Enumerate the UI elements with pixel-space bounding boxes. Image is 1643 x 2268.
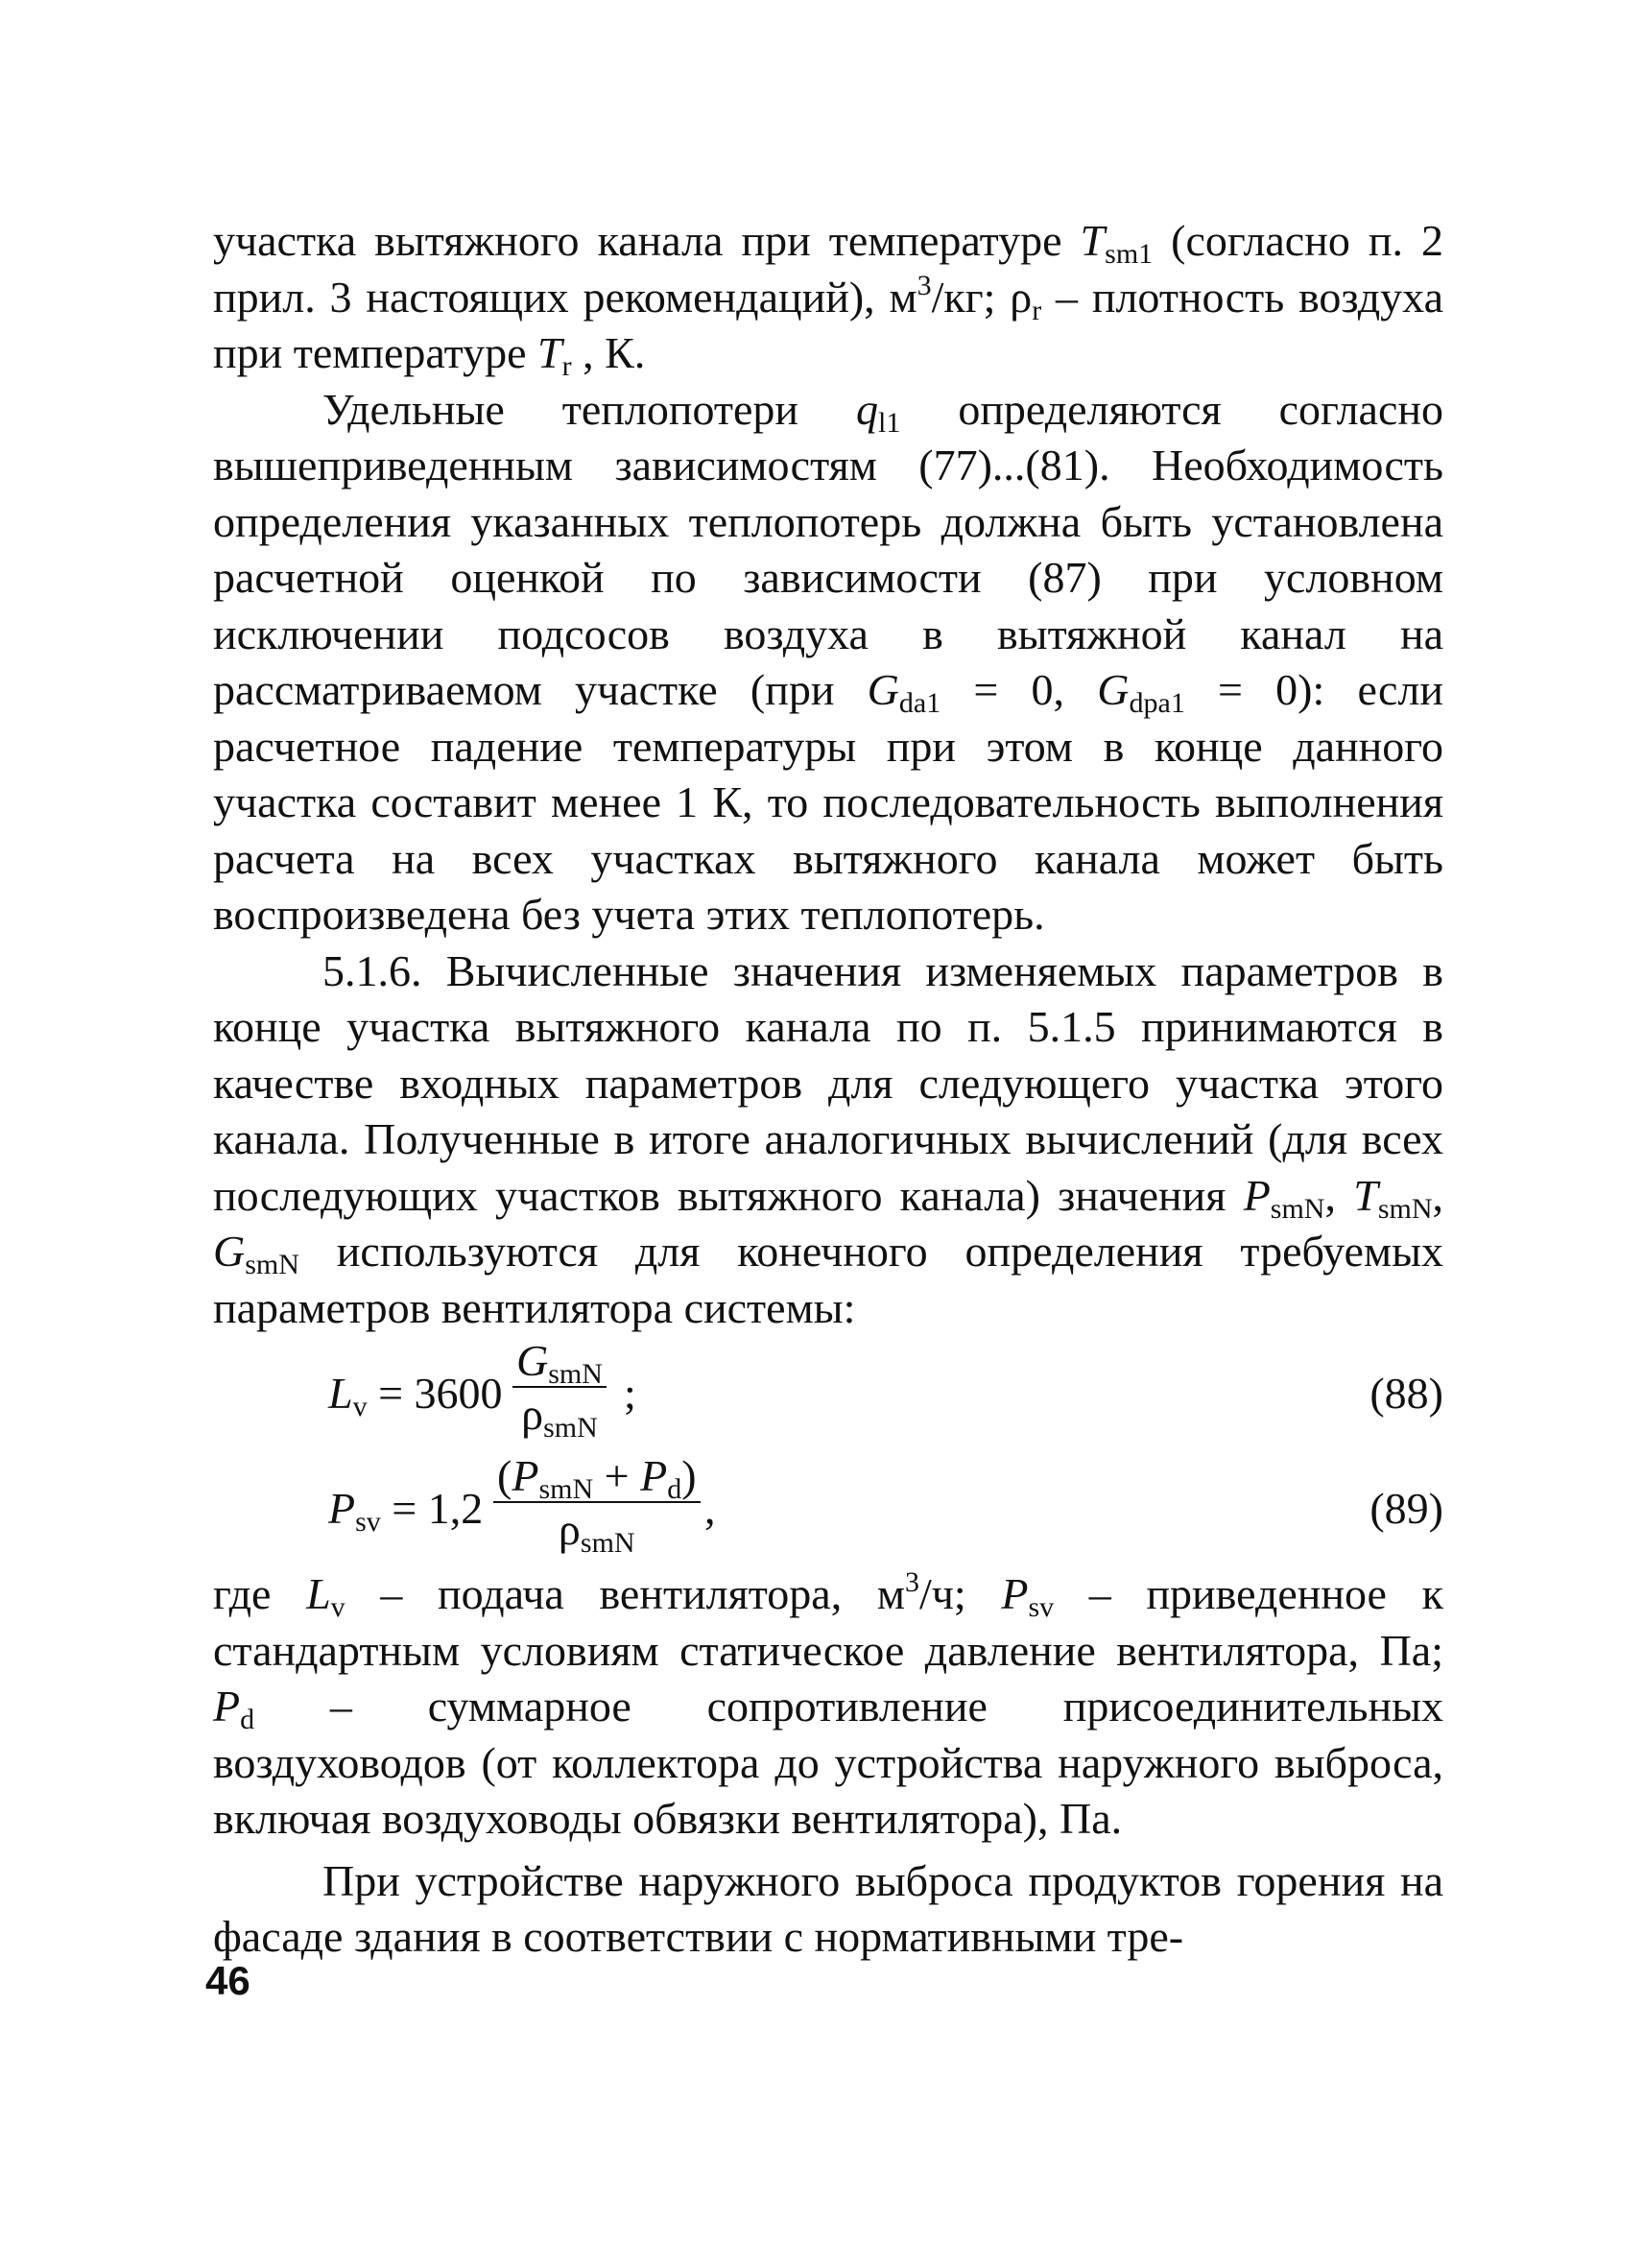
formula-88 xyxy=(213,1336,1443,1451)
text-run: Удельные теплопотери xyxy=(322,384,856,434)
text-run: = 0, xyxy=(941,665,1098,714)
subscript: l1 xyxy=(878,406,901,439)
page-body xyxy=(213,213,1443,1966)
subscript: d xyxy=(240,1704,255,1735)
text-run: используются для конечного определения требуемых параметров вентилятора системы: xyxy=(213,1227,1443,1332)
subscript: smN xyxy=(1377,1192,1433,1225)
var-G: G xyxy=(213,1227,246,1276)
subscript: sm1 xyxy=(1105,238,1154,270)
rho: ρ xyxy=(558,1505,581,1554)
text-run: – суммарное сопротивление присоединительных воздуховодов (от коллектора до устройства наружного выброса, включая воздуховоды обвязки вентилятора), Па. xyxy=(213,1682,1443,1843)
subscript: smN xyxy=(548,1358,603,1390)
paren-close: ) xyxy=(681,1451,697,1500)
var-G: G xyxy=(867,665,899,714)
paragraph-1 xyxy=(213,213,1443,382)
text-run: участка вытяжного канала при температуре xyxy=(213,216,1081,265)
var-P: P xyxy=(1001,1569,1029,1618)
formula-88-fraction xyxy=(512,1336,607,1442)
subscript: sv xyxy=(1028,1591,1055,1623)
var-L: L xyxy=(328,1369,353,1418)
text-run: – подача вентилятора, м xyxy=(345,1569,905,1618)
var-T: T xyxy=(1080,216,1106,265)
var-G: G xyxy=(516,1336,549,1385)
formula-89-fraction xyxy=(493,1451,701,1557)
numerator xyxy=(512,1336,607,1388)
formula-88-lhs xyxy=(328,1368,503,1422)
var-T: T xyxy=(1353,1170,1378,1220)
text-run: (согласно п. 2 прил. 3 настоящих рекомендаций), м xyxy=(213,216,1443,322)
var-P: P xyxy=(328,1484,356,1533)
paragraph-5: При устройстве наружного выброса продуктов горения на фасаде здания в соответствии с нормативными тре- xyxy=(213,1855,1443,1961)
var-L: L xyxy=(306,1569,331,1618)
page-number: 46 xyxy=(205,1958,250,2003)
text-run: = 0): если расчетное падение температуры при этом в конце данного участка составит менее 1 К, то последовательность выполнения расчета на всех участках вытяжного канала может быть воспроизведена без учета этих теплопотерь. xyxy=(213,665,1443,939)
subscript: da1 xyxy=(898,687,941,719)
var-P: P xyxy=(1243,1170,1271,1220)
subscript: smN xyxy=(245,1249,299,1280)
text-run: – приведенное к стандартным условиям статическое давление вентилятора, Па; xyxy=(213,1569,1443,1675)
subscript: smN xyxy=(538,1473,594,1505)
superscript: 3 xyxy=(917,269,932,301)
paragraph-4 xyxy=(213,1566,1443,1848)
var-T: T xyxy=(537,328,562,377)
var-q: q xyxy=(856,384,878,434)
subscript: sv xyxy=(355,1506,381,1538)
formula-88-punct: ; xyxy=(624,1369,636,1418)
subscript: smN xyxy=(543,1412,598,1444)
subscript: smN xyxy=(580,1527,635,1559)
formula-88-number: (88) xyxy=(1369,1369,1443,1418)
text-run: /ч; xyxy=(918,1569,1002,1618)
subscript: d xyxy=(667,1473,682,1505)
numerator xyxy=(493,1451,701,1503)
text-run: , xyxy=(1432,1170,1444,1220)
plus-sign: + xyxy=(593,1451,641,1500)
subscript: smN xyxy=(1270,1192,1325,1225)
text-run: /кг; ρ xyxy=(931,272,1033,322)
denominator xyxy=(493,1503,701,1557)
text-run: где xyxy=(213,1569,307,1618)
var-G: G xyxy=(1097,665,1130,714)
formula-89-number: (89) xyxy=(1369,1484,1443,1533)
var-P: P xyxy=(213,1682,241,1731)
formula-89-punct: , xyxy=(704,1484,716,1533)
text-run: 5.1.6. Вычисленные значения изменяемых параметров в конце участка вытяжного канала по п. 5.1.5 принимаются в качестве входных параметров для следующего участка этого канала. Полученные в итоге аналогичных вычислений (для всех последующих участков вытяжного канала) значения xyxy=(213,945,1443,1220)
formula-89-lhs xyxy=(328,1483,484,1538)
subscript: r xyxy=(561,350,572,382)
var-P: P xyxy=(512,1451,539,1500)
rho: ρ xyxy=(521,1390,544,1439)
subscript: v xyxy=(352,1391,368,1422)
paren-open: ( xyxy=(497,1451,512,1500)
text-run: , К. xyxy=(571,328,646,377)
text-run: , xyxy=(1324,1170,1354,1220)
superscript: 3 xyxy=(904,1566,919,1598)
equals-coefficient: = 3600 xyxy=(367,1369,503,1418)
equals-coefficient: = 1,2 xyxy=(380,1484,484,1533)
paragraph-2 xyxy=(213,382,1443,943)
text-run: – плотность воздуха при температуре xyxy=(213,272,1443,377)
paragraph-3 xyxy=(213,943,1443,1337)
subscript: r xyxy=(1032,294,1042,326)
denominator xyxy=(512,1388,607,1442)
subscript: v xyxy=(330,1591,345,1623)
text-run: определяются согласно вышеприведенным зависимостям (77)...(81). Необходимость определения указанных теплопотерь должна быть установлена расчетной оценкой по зависимости (87) при условном исключении подсосов воздуха в вытяжной канал на рассматриваемом участке (при xyxy=(213,384,1443,714)
formula-89 xyxy=(213,1451,1443,1566)
subscript: dpa1 xyxy=(1129,687,1185,719)
var-P: P xyxy=(640,1451,668,1500)
